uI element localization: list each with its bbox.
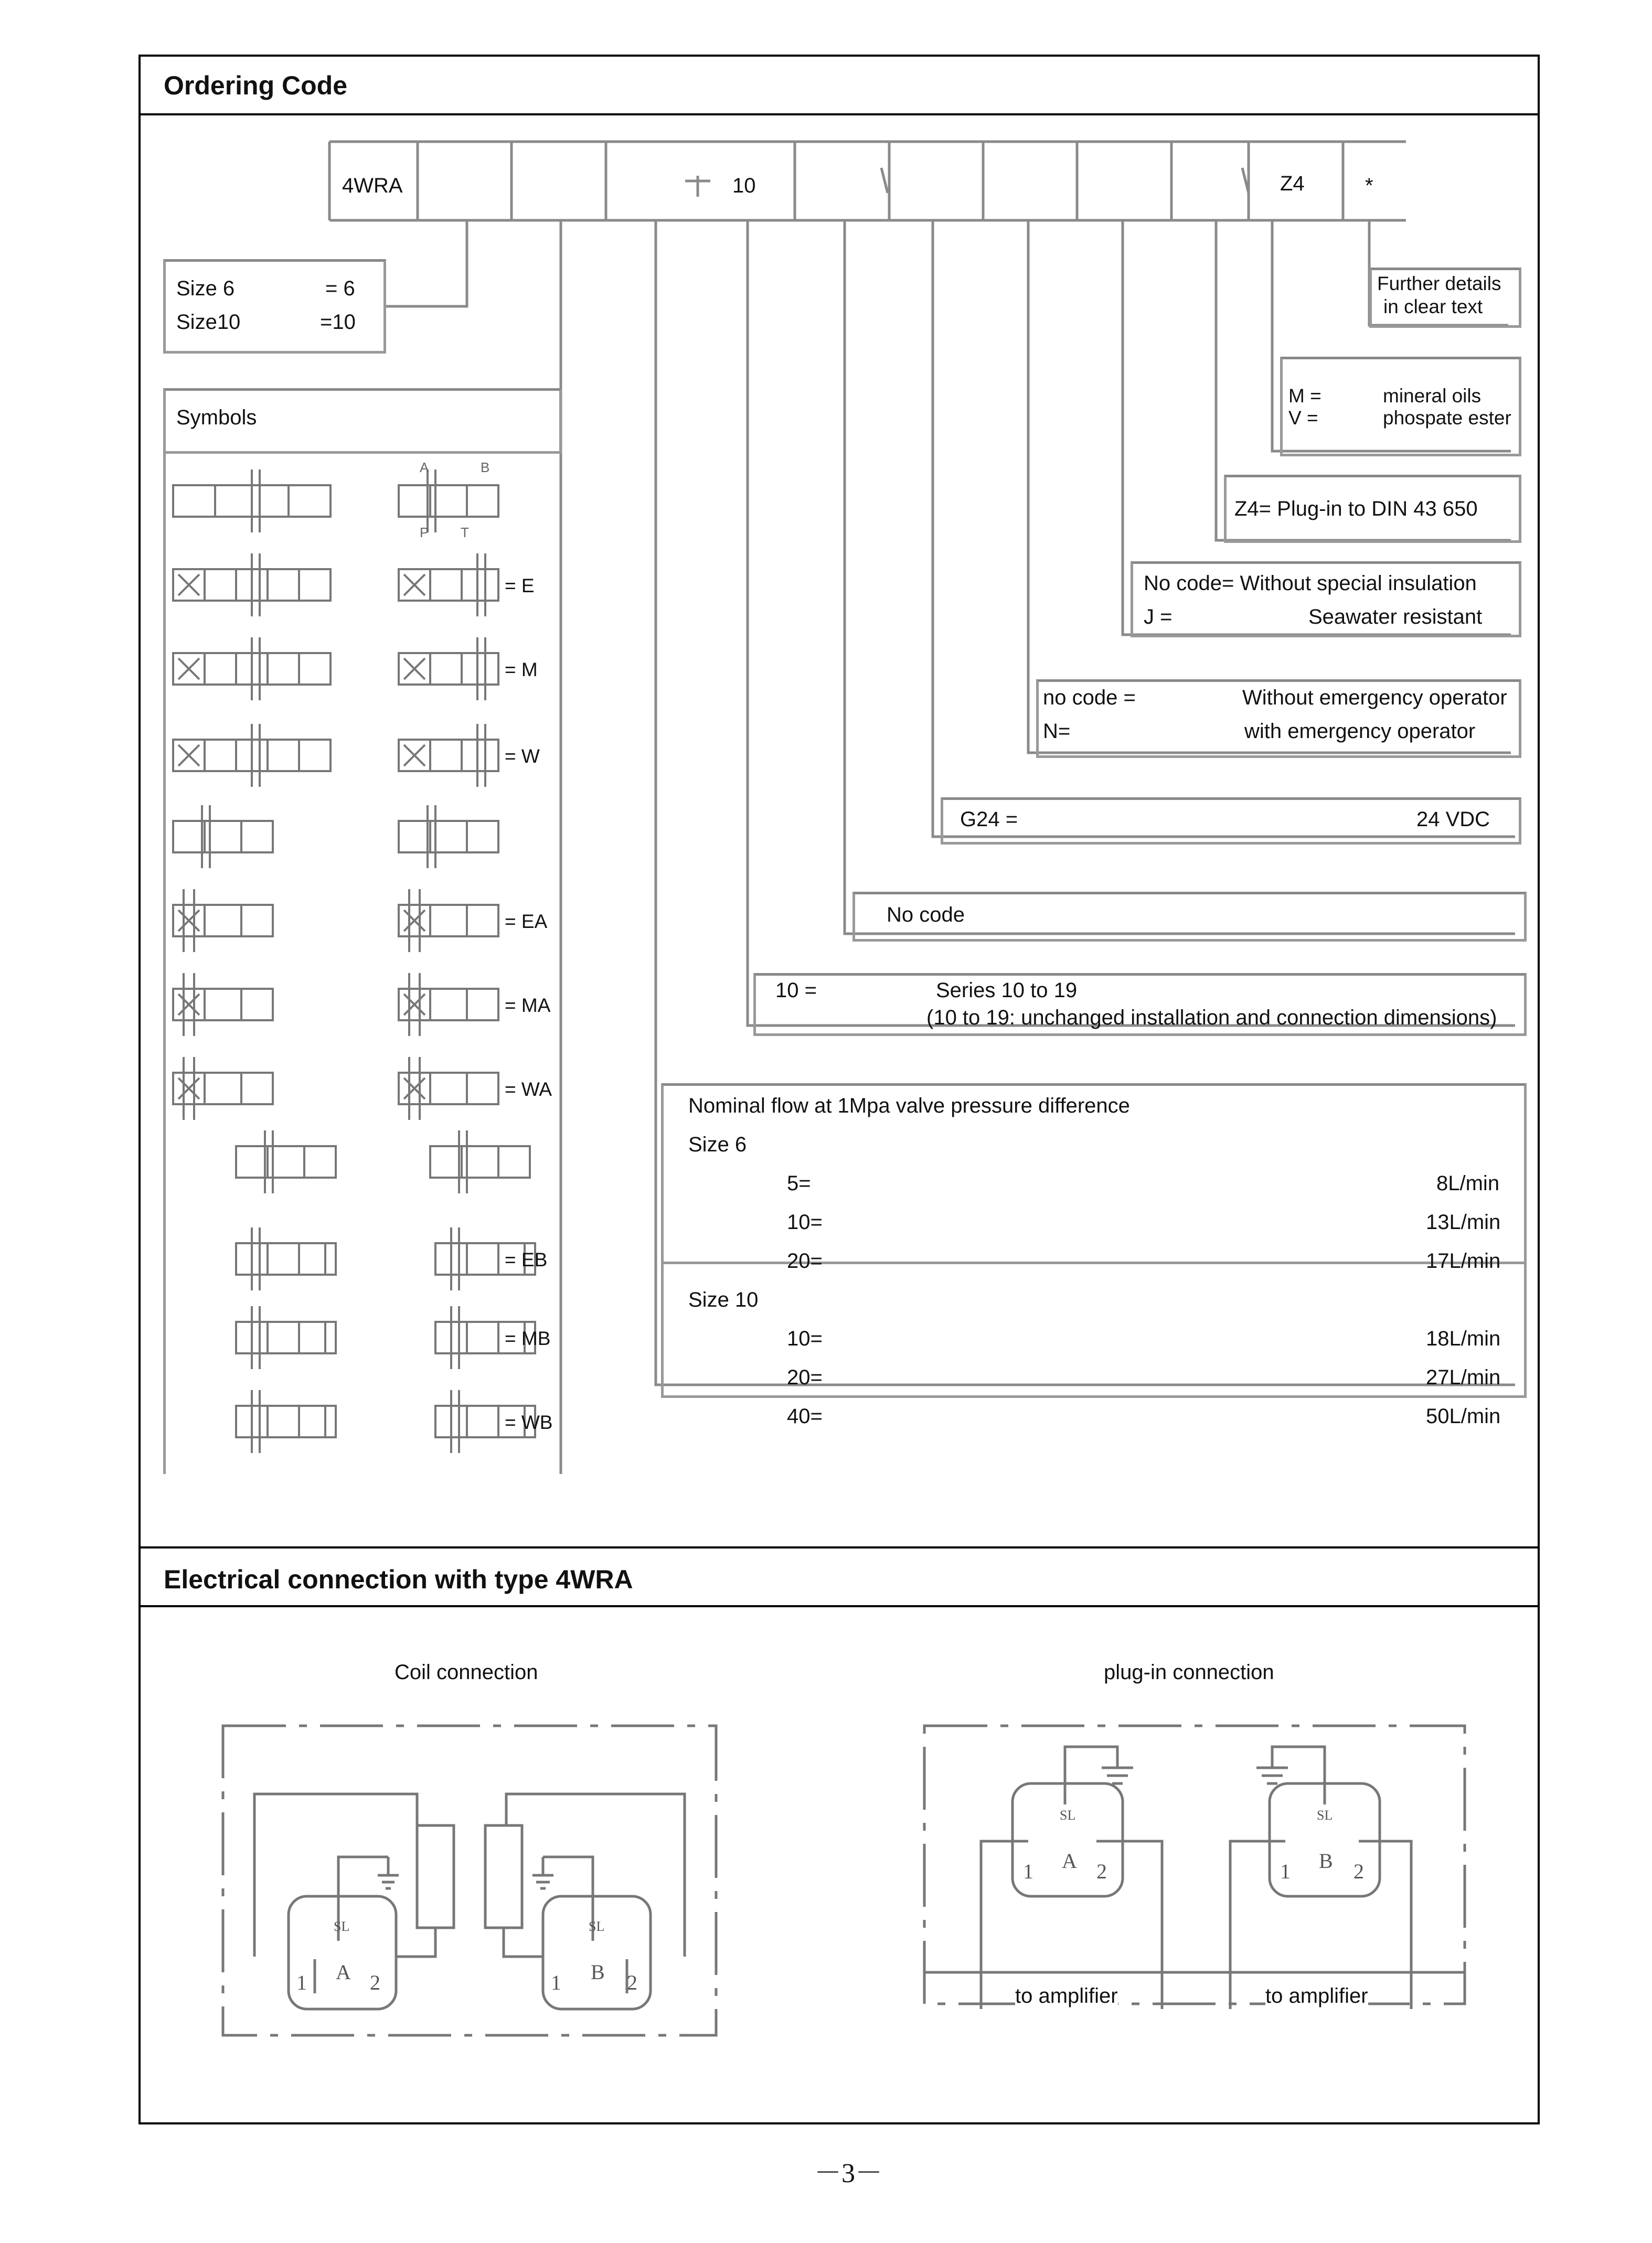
size-10-value: =10 <box>320 311 356 334</box>
coil-b-pin1: 1 <box>551 1971 561 1994</box>
voltage-text: 24 VDC <box>1416 808 1490 831</box>
size6-row2-flow: 13L/min <box>1426 1211 1501 1234</box>
symbol-code-m: = M <box>505 659 538 680</box>
symbol-code-ma: = MA <box>505 995 551 1016</box>
coil-a-sl: SL <box>334 1919 350 1934</box>
series-note: (10 to 19: unchanged installation and connection dimensions) <box>926 1006 1497 1029</box>
symbol-code-mb: = MB <box>505 1328 551 1349</box>
emergency-no-text: Without emergency operator <box>1242 686 1507 709</box>
coil-a-pin1: 1 <box>296 1971 307 1994</box>
size10-row3-code: 40= <box>787 1405 823 1428</box>
size-6-value: = 6 <box>325 277 355 300</box>
size6-row3-flow: 17L/min <box>1426 1249 1501 1273</box>
fluid-v-code: V = <box>1288 407 1318 429</box>
plug-a-letter: A <box>1062 1849 1077 1873</box>
size6-row2-code: 10= <box>787 1211 823 1234</box>
code-cell-series: 10 <box>732 174 756 197</box>
voltage-code: G24 = <box>960 808 1018 831</box>
size6-row3-code: 20= <box>787 1249 823 1273</box>
further-details-line1: Further details <box>1377 273 1501 294</box>
code-cell-details: * <box>1365 174 1373 197</box>
port-p-label: P <box>420 525 429 540</box>
code-cell-type: 4WRA <box>342 174 403 197</box>
size10-row1-flow: 18L/min <box>1426 1327 1501 1350</box>
size6-row1-flow: 8L/min <box>1436 1172 1500 1195</box>
symbol-code-wa: = WA <box>505 1078 552 1100</box>
coil-connection-title: Coil connection <box>395 1661 538 1684</box>
plug-b-sl: SL <box>1317 1808 1333 1823</box>
port-t-label: T <box>461 525 469 540</box>
code-cell-plug: Z4 <box>1280 172 1305 195</box>
symbol-code-wb: = WB <box>505 1412 553 1433</box>
size6-row1-code: 5= <box>787 1172 811 1195</box>
fluid-v-text: phospate ester <box>1383 407 1511 429</box>
plug-a-pin1: 1 <box>1023 1860 1033 1883</box>
plug-a-pin2: 2 <box>1096 1860 1107 1883</box>
size-6-label: Size 6 <box>176 277 235 300</box>
emergency-n-code: N= <box>1043 720 1071 743</box>
page-number: －3－ <box>814 2159 883 2188</box>
symbol-code-e: = E <box>505 575 535 596</box>
coil-b-pin2: 2 <box>627 1971 637 1994</box>
size6-label: Size 6 <box>688 1133 747 1156</box>
coil-b-letter: B <box>591 1960 605 1984</box>
nominal-flow-title: Nominal flow at 1Mpa valve pressure difference <box>688 1094 1130 1117</box>
fluid-m-code: M = <box>1288 385 1321 407</box>
insulation-j-text: Seawater resistant <box>1308 605 1483 628</box>
plug-text: Z4= Plug-in to DIN 43 650 <box>1234 497 1478 520</box>
size10-row2-flow: 27L/min <box>1426 1366 1501 1389</box>
symbol-code-eb: = EB <box>505 1249 548 1270</box>
symbol-code-ea: = EA <box>505 911 548 932</box>
series-code: 10 = <box>775 979 817 1002</box>
ordering-code-title: Ordering Code <box>164 71 348 100</box>
plug-a-sl: SL <box>1060 1808 1076 1823</box>
plug-connection-title: plug-in connection <box>1104 1661 1274 1684</box>
size10-row2-code: 20= <box>787 1366 823 1389</box>
emergency-no-code: no code = <box>1043 686 1136 709</box>
coil-a-pin2: 2 <box>370 1971 380 1994</box>
plug-b-pin2: 2 <box>1353 1860 1364 1883</box>
electrical-title: Electrical connection with type 4WRA <box>164 1565 633 1594</box>
fluid-m-text: mineral oils <box>1383 385 1482 407</box>
coil-b-sl: SL <box>589 1919 605 1934</box>
series-text: Series 10 to 19 <box>936 979 1078 1002</box>
no-code-text: No code <box>887 903 965 926</box>
size10-row1-code: 10= <box>787 1327 823 1350</box>
amplifier-right-label: to amplifier <box>1265 1984 1368 2007</box>
port-b-label: B <box>481 460 490 475</box>
port-a-label: A <box>420 460 429 475</box>
plug-b-pin1: 1 <box>1280 1860 1291 1883</box>
coil-a-letter: A <box>336 1960 351 1984</box>
size10-label: Size 10 <box>688 1288 759 1311</box>
amplifier-left-label: to amplifier <box>1015 1984 1118 2007</box>
further-details-line2: in clear text <box>1383 296 1483 317</box>
plug-b-letter: B <box>1319 1849 1333 1873</box>
symbols-label: Symbols <box>176 406 257 429</box>
symbol-code-w: = W <box>505 745 540 767</box>
insulation-j-code: J = <box>1144 605 1173 628</box>
insulation-line1: No code= Without special insulation <box>1144 572 1477 595</box>
size10-row3-flow: 50L/min <box>1426 1405 1501 1428</box>
size-10-label: Size10 <box>176 311 241 334</box>
emergency-n-text: with emergency operator <box>1244 720 1476 743</box>
